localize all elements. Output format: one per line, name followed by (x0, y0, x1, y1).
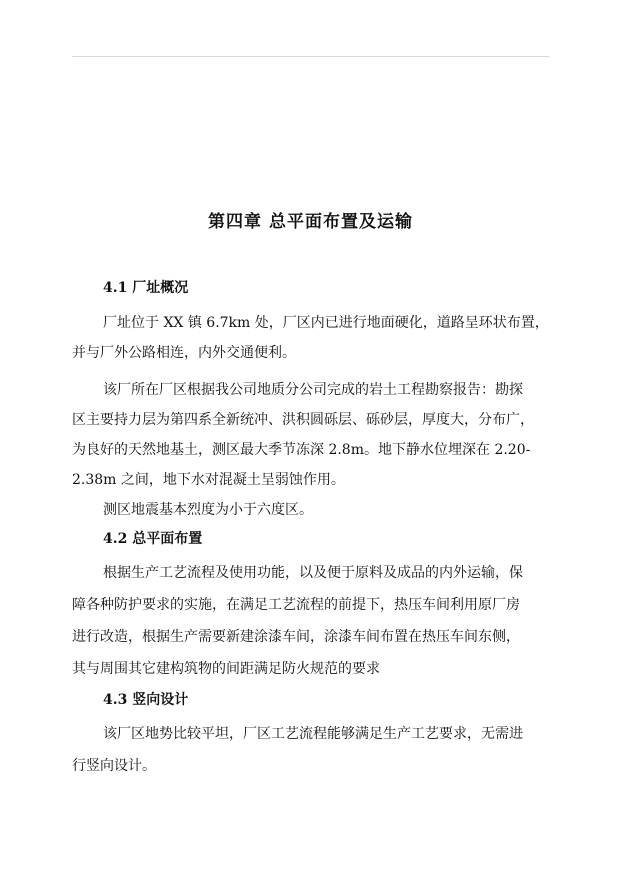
paragraph-line: 根据生产工艺流程及使用功能，以及便于原料及成品的内外运输，保 (103, 565, 523, 581)
section-heading-4-2: 4.2 总平面布置 (103, 531, 203, 547)
section-heading-4-3: 4.3 竖向设计 (103, 692, 189, 708)
paragraph-line: 其与周围其它建构筑物的间距满足防火规范的要求 (72, 661, 380, 677)
paragraph-line: 为良好的天然地基土，测区最大季节冻深 2.8m。地下静水位埋深在 2.20- (72, 442, 531, 458)
paragraph-line: 障各种防护要求的实施，在满足工艺流程的前提下，热压车间利用原厂房 (72, 597, 520, 613)
paragraph-line: 该厂所在厂区根据我公司地质分公司完成的岩土工程勘察报告：勘探 (103, 382, 523, 398)
paragraph-line: 测区地震基本烈度为小于六度区。 (103, 502, 313, 518)
paragraph-line: 行竖向设计。 (72, 758, 156, 774)
paragraph-line: 该厂区地势比较平坦，厂区工艺流程能够满足生产工艺要求，无需进 (103, 726, 523, 742)
chapter-title: 第四章 总平面布置及运输 (208, 212, 413, 232)
header-rule (72, 56, 549, 57)
section-heading-4-1: 4.1 厂址概况 (103, 280, 189, 296)
paragraph-line: 区主要持力层为第四系全新统冲、洪积圆砾层、砾砂层，厚度大，分布广， (72, 412, 534, 428)
paragraph-line: 并与厂外公路相连，内外交通便利。 (72, 345, 296, 361)
paragraph-line: 厂址位于 XX 镇 6.7km 处，厂区内已进行地面硬化，道路呈环状布置， (103, 315, 549, 331)
paragraph-line: 2.38m 之间，地下水对混凝土呈弱蚀作用。 (72, 472, 345, 488)
paragraph-line: 进行改造，根据生产需要新建涂漆车间，涂漆车间布置在热压车间东侧， (72, 629, 520, 645)
